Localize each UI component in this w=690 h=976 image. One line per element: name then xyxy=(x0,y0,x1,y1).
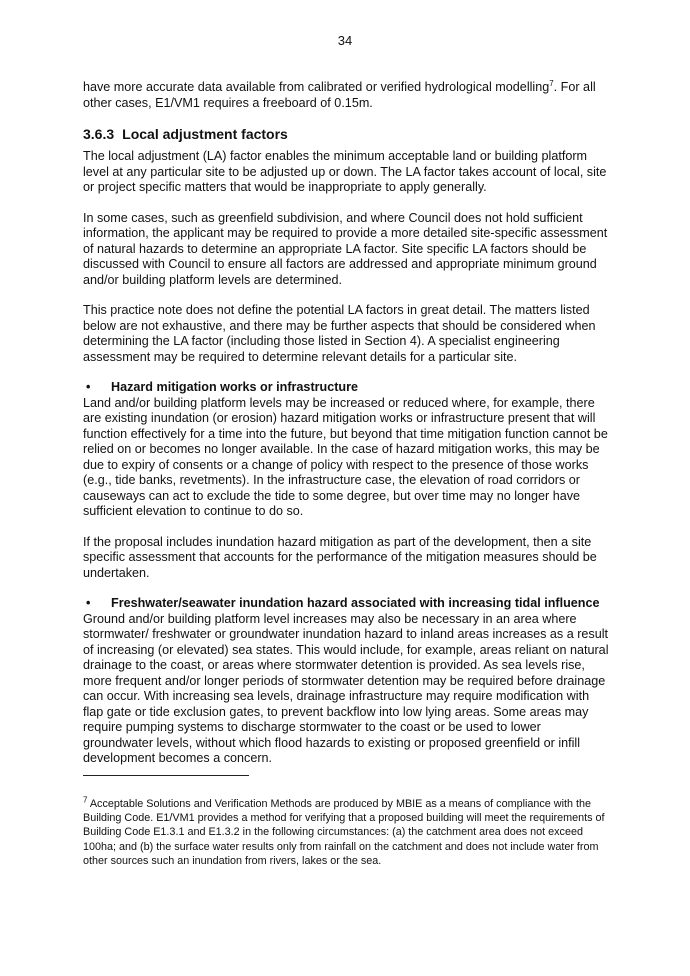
bullet-heading-mitigation xyxy=(83,380,610,396)
bullet-body: Ground and/or building platform level increases may also be necessary in an area where stormwater/ freshwater or groundwater inundation hazard to inland areas increases as a result of increasing (or elevated) sea states. This would include, for example, areas reliant on natural drainage to the coast, or areas where stormwater detention is provided. As sea levels rise, more frequent and/or longer periods of stormwater detention may be required before drainage can occur. With increasing sea levels, drainage infrastructure may require modification with flap gate or tide exclusion gates, to prevent backflow into low lying areas. Some areas may require pumping systems to discharge stormwater to the coast or be used to lower groundwater levels, without which flood hazards to existing or proposed greenfield or infill development becomes a concern. xyxy=(83,611,609,765)
section-number: 3.6.3 xyxy=(83,126,115,142)
bullet-heading-tidal xyxy=(83,596,610,612)
intro-paragraph xyxy=(83,80,610,111)
bullet-followup: If the proposal includes inundation hazard mitigation as part of the development, then a site specific assessment that accounts for the performance of the mitigation measures should be undertaken. xyxy=(83,534,597,580)
bullet-body: Land and/or building platform levels may be increased or reduced where, for example, there are existing inundation (or erosion) hazard mitigation works or infrastructure present that will function effectively for a time into the future, but beyond that time mitigation function cannot be relied on or becomes no longer available. In the case of hazard mitigation works, this may be due to expiry of consents or a change of policy with respect to the presence of those works (e.g., tide banks, revetments). In the infrastructure case, the elevation of road corridors or causeways can act to exclude the tide to some degree, but over time may no longer have sufficient elevation to continue to do so. xyxy=(83,395,608,518)
footnote-divider xyxy=(83,775,249,776)
bullet-heading-text: Hazard mitigation works or infrastructure xyxy=(111,380,359,394)
body-content xyxy=(83,80,610,767)
footnote-reference: 7 xyxy=(549,78,554,88)
section-heading xyxy=(83,125,610,143)
paragraph: This practice note does not define the potential LA factors in great detail. The matters listed below are not exhaustive, and there may be further aspects that should be considered when determining the LA factor (including those listed in Section 4). A specialist engineering assessment may be required to determine relevant details for a particular site. xyxy=(83,303,596,364)
bullet-heading-text: Freshwater/seawater inundation hazard associated with increasing tidal influence xyxy=(111,596,600,610)
paragraph: The local adjustment (LA) factor enables the minimum acceptable land or building platform level at any particular site to be adjusted up or down. The LA factor takes account of local, site or project specific matters that would be inappropriate to apply generally. xyxy=(83,149,607,194)
bullet-marker: • xyxy=(86,380,91,394)
page-number: 34 xyxy=(337,33,353,48)
footnote-marker: 7 xyxy=(83,795,88,805)
intro-text-after: . For all other cases, E1/VM1 requires a freeboard of 0.15m. xyxy=(83,80,596,110)
footnote xyxy=(83,797,610,868)
bullet-marker: • xyxy=(86,596,91,610)
paragraph: In some cases, such as greenfield subdivision, and where Council does not hold sufficient information, the applicant may be required to provide a more detailed site-specific assessment of natural hazards to determine an appropriate LA factor. Site specific LA factors should be discussed with Council to ensure all factors are addressed and appropriate minimum ground and/or building platform levels are determined. xyxy=(83,210,608,287)
footnote-text: Acceptable Solutions and Verification Methods are produced by MBIE as a means of compliance with the Building Code. E1/VM1 provides a method for verifying that a proposed building will meet the requirements of Building Code E1.3.1 and E1.3.2 in the following circumstances: (a) the catchment area does not exceed 100ha; and (b) the surface water results only from rainfall on the catchment and does not include water from other sources such an inundation from rivers, lakes or the sea. xyxy=(83,798,605,867)
intro-text-before: have more accurate data available from calibrated or verified hydrological modelling xyxy=(83,80,550,94)
section-title: Local adjustment factors xyxy=(122,126,288,142)
